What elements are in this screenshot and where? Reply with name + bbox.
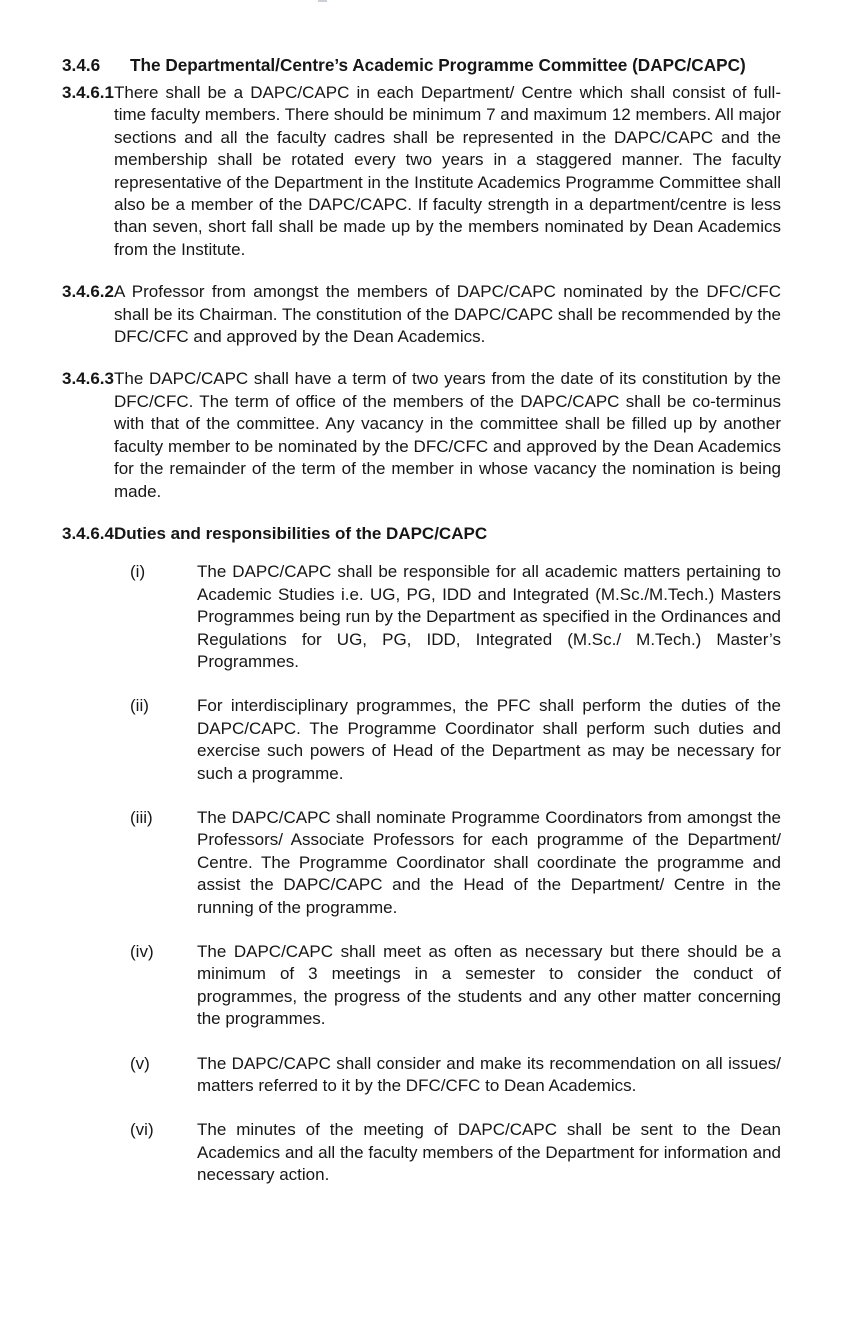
- list-item: [130, 941, 781, 1031]
- list-item-text: The DAPC/CAPC shall meet as often as necessary but there should be a minimum of 3 meetings in a semester to consider the conduct of programmes, the progress of the students and any other matter concerning the programmes.: [197, 942, 781, 1029]
- list-item-text: The DAPC/CAPC shall be responsible for all academic matters pertaining to Academic Studies i.e. UG, PG, IDD and Integrated (M.Sc./M.Tech.) Masters Programmes being run by the Department as specified in the Ordinances and Regulations for UG, PG, IDD, Integrated (M.Sc./ M.Tech.) Master’s Programmes.: [197, 562, 781, 671]
- list-item-text: The minutes of the meeting of DAPC/CAPC shall be sent to the Dean Academics and all the faculty members of the Department for information and necessary action.: [197, 1120, 781, 1185]
- subheading-title: Duties and responsibilities of the DAPC/CAPC: [114, 523, 488, 543]
- paragraph-text: There shall be a DAPC/CAPC in each Department/ Centre which shall consist of full-time faculty members. There should be minimum 7 and maximum 12 members. All major sections and all the faculty cadres shall be represented in the DAPC/CAPC and the membership shall be rotated every two years in a staggered manner. The faculty representative of the Department in the Institute Academics Programme Committee shall also be a member of the DAPC/CAPC. If faculty strength in a department/centre is less than seven, short fall shall be made up by the members nominated by Dean Academics from the Institute.: [114, 83, 781, 259]
- section-paragraph: [62, 281, 781, 348]
- list-item: [130, 695, 781, 785]
- paragraph-text: A Professor from amongst the members of DAPC/CAPC nominated by the DFC/CFC shall be its Chairman. The constitution of the DAPC/CAPC shall be recommended by the DFC/CFC and approved by the Dean Academics.: [114, 282, 781, 347]
- section-title: The Departmental/Centre’s Academic Programme Committee (DAPC/CAPC): [130, 55, 746, 75]
- list-item-text: The DAPC/CAPC shall nominate Programme Coordinators from amongst the Professors/ Associate Professors for each programme of the Department/ Centre. The Programme Coordinator shall coordinate the programme and assist the DAPC/CAPC and the Head of the Department/ Centre in the running of the programme.: [197, 807, 781, 917]
- section-number: 3.4.6: [62, 55, 101, 75]
- duties-list: [62, 561, 781, 1186]
- paragraph-text: The DAPC/CAPC shall have a term of two years from the date of its constitution by the DFC/CFC. The term of office of the members of the DAPC/CAPC shall be co-terminus with that of the committee. Any vacancy in the committee shall be filled up by another faculty member to be nominated by the DFC/CFC and approved by the Dean Academics for the remainder of the term of the member in whose vacancy the nomination is being made.: [114, 369, 781, 501]
- list-marker: (ii): [130, 696, 149, 716]
- section-number: 3.4.6.1: [62, 83, 114, 102]
- list-item-text: For interdisciplinary programmes, the PFC shall perform the duties of the DAPC/CAPC. The Programme Coordinator shall perform such duties and exercise such powers of Head of the Department as may be necessary for such a programme.: [197, 696, 781, 783]
- list-marker: (i): [130, 562, 146, 582]
- section-number: 3.4.6.4: [62, 523, 114, 543]
- list-marker: (vi): [130, 1120, 154, 1140]
- list-item: [130, 1119, 781, 1186]
- list-marker: (v): [130, 1053, 150, 1073]
- scan-artifact: [318, 0, 327, 2]
- section-number: 3.4.6.2: [62, 282, 114, 302]
- section-subheading: [62, 523, 781, 545]
- list-item: [130, 561, 781, 673]
- list-item-text: The DAPC/CAPC shall consider and make its recommendation on all issues/ matters referred to it by the DFC/CFC to Dean Academics.: [197, 1053, 781, 1096]
- section-number: 3.4.6.3: [62, 369, 114, 389]
- list-marker: (iv): [130, 942, 154, 961]
- list-item: [130, 807, 781, 919]
- list-item: [130, 1053, 781, 1098]
- section-heading: [62, 50, 781, 80]
- section-paragraph: [62, 368, 781, 502]
- section-paragraph: [62, 82, 781, 261]
- list-marker: (iii): [130, 807, 153, 827]
